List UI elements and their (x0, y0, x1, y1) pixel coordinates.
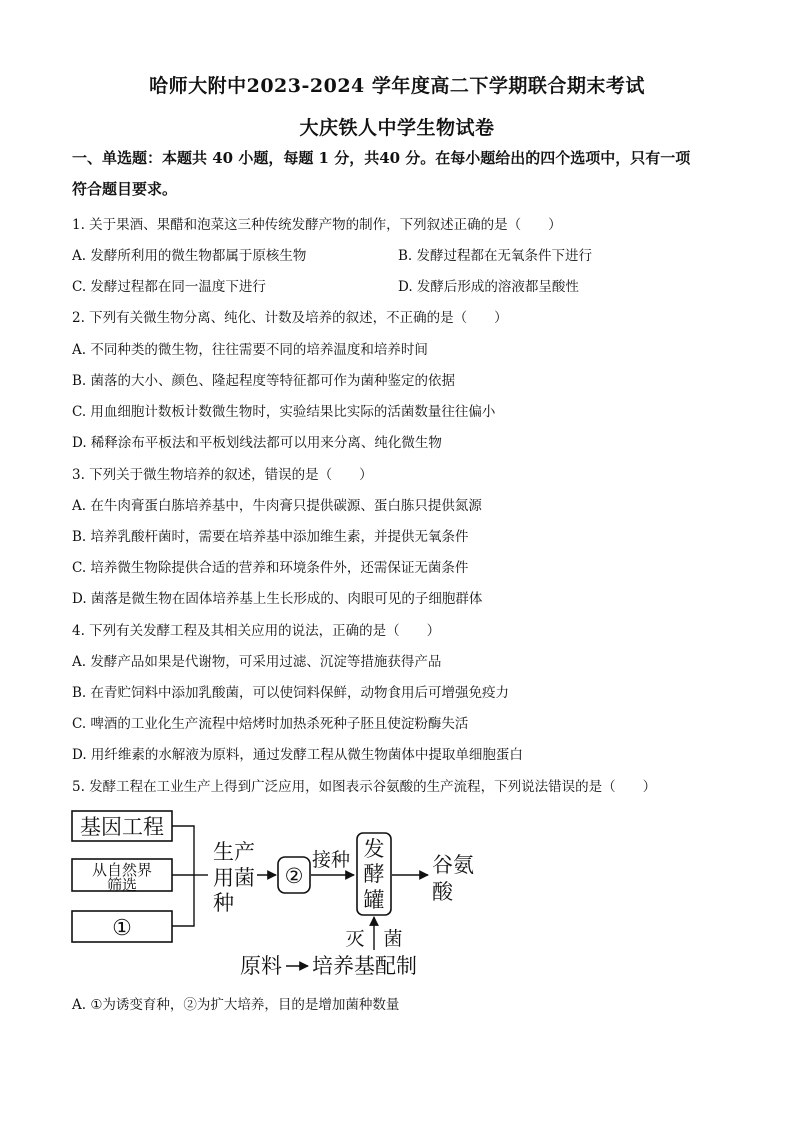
option-a: A. 不同种类的微生物，往往需要不同的培养温度和培养时间 (72, 342, 428, 358)
strain-label-1: 生产 (213, 840, 255, 864)
option-c: C. 啤酒的工业化生产流程中焙烤时加热杀死种子胚且使淀粉酶失活 (72, 716, 469, 732)
option-b: B. 发酵过程都在无氧条件下进行 (398, 248, 593, 264)
option-c: C. 用血细胞计数板计数微生物时，实验结果比实际的活菌数量往往偏小 (72, 404, 496, 420)
inoculate-label: 接种 (312, 849, 351, 871)
question-stem: 4. 下列有关发酵工程及其相关应用的说法，正确的是（ ） (72, 623, 441, 639)
option-c: C. 培养微生物除提供合适的营养和环境条件外，还需保证无菌条件 (72, 560, 469, 576)
medium-prep-label: 培养基配制 (312, 954, 417, 978)
option-a: A. 发酵所利用的微生物都属于原核生物 (72, 248, 307, 264)
page-title: 哈师大附中2023-2024 学年度高二下学期联合期末考试 (149, 75, 645, 97)
option-b: B. 菌落的大小、颜色、隆起程度等特征都可作为菌种鉴定的依据 (72, 373, 456, 389)
option-b: B. 培养乳酸杆菌时，需要在培养基中添加维生素，并提供无氧条件 (72, 529, 469, 545)
product-label-1: 谷氨 (432, 853, 474, 877)
fermenter-label-3: 罐 (363, 888, 385, 912)
blank-1-label: ① (112, 916, 132, 941)
question-stem: 2. 下列有关微生物分离、纯化、计数及培养的叙述，不正确的是（ ） (72, 310, 508, 326)
question-stem: 5. 发酵工程在工业生产上得到广泛应用，如图表示谷氨酸的生产流程，下列说法错误的是（ ） (72, 779, 657, 795)
option-a: A. 发酵产品如果是代谢物，可采用过滤、沉淀等措施获得产品 (72, 654, 442, 670)
natural-screening-label-1: 从自然界 (91, 861, 153, 879)
raw-material-label: 原料 (240, 954, 282, 978)
strain-label-3: 种 (213, 891, 234, 915)
option-d: D. 稀释涂布平板法和平板划线法都可以用来分离、纯化微生物 (72, 435, 442, 451)
question-stem: 3. 下列关于微生物培养的叙述，错误的是（ ） (72, 467, 373, 483)
option-b: B. 在青贮饲料中添加乳酸菌，可以使饲料保鲜，动物食用后可增强免疫力 (72, 685, 510, 701)
section-heading-line2: 符合题目要求。 (72, 180, 178, 198)
section-heading-line1: 一、单选题：本题共 40 小题，每题 1 分，共40 分。在每小题给出的四个选项中，只有一项 (72, 149, 691, 167)
option-d: D. 发酵后形成的溶液都呈酸性 (398, 279, 579, 295)
question-stem: 1. 关于果酒、果醋和泡菜这三种传统发酵产物的制作，下列叙述正确的是（ ） (72, 217, 562, 233)
page-subtitle: 大庆铁人中学生物试卷 (299, 117, 495, 139)
strain-label-2: 用菌 (213, 866, 255, 890)
sterilize-label: 灭 菌 (345, 928, 403, 950)
genetic-engineering-label: 基因工程 (80, 815, 164, 839)
natural-screening-label-2: 筛选 (106, 876, 138, 894)
glutamate-production-flow-diagram (68, 805, 498, 980)
option-a: A. 在牛肉膏蛋白胨培养基中，牛肉膏只提供碳源、蛋白胨只提供氮源 (72, 498, 482, 514)
option-c: C. 发酵过程都在同一温度下进行 (72, 279, 266, 295)
option-d: D. 菌落是微生物在固体培养基上生长形成的、肉眼可见的子细胞群体 (72, 591, 483, 607)
merge-bracket (172, 826, 194, 926)
blank-2-label: ② (284, 864, 304, 888)
option-d: D. 用纤维素的水解液为原料，通过发酵工程从微生物菌体中提取单细胞蛋白 (72, 747, 523, 763)
option-a: A. ①为诱变育种，②为扩大培养，目的是增加菌种数量 (72, 997, 400, 1013)
fermenter-label-1: 发 (363, 837, 385, 861)
fermenter-label-2: 酵 (363, 862, 385, 886)
product-label-2: 酸 (432, 880, 453, 904)
